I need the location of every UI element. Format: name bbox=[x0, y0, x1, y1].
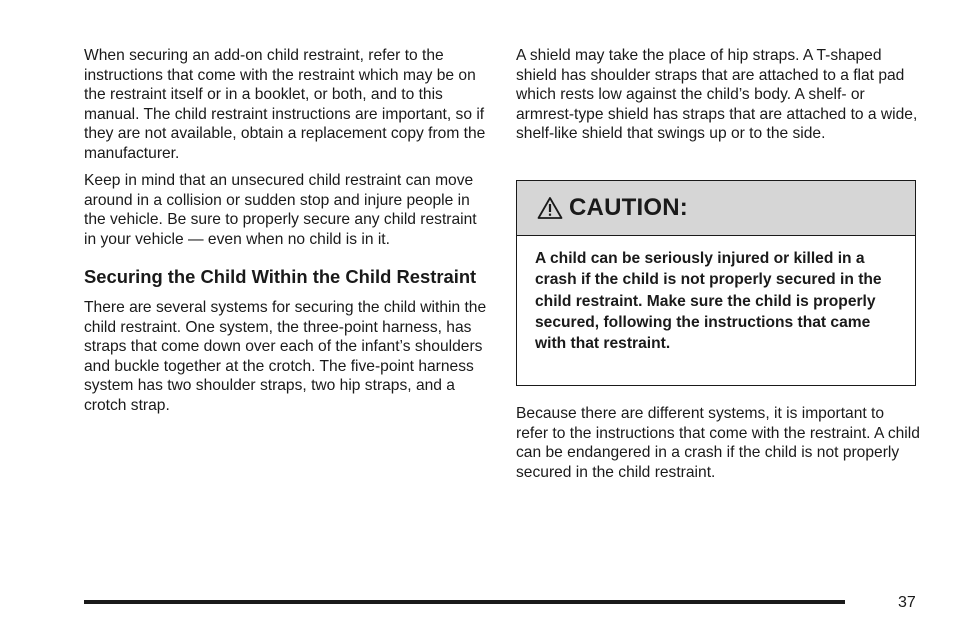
caution-body: A child can be seriously injured or killed in a crash if the child is not properly secured in the child restraint. Make sure the child is properly secured, following the instructions that came with that restraint. bbox=[535, 250, 882, 353]
right-column-lower bbox=[516, 404, 920, 482]
paragraph-shield: A shield may take the place of hip straps. A T-shaped shield has shoulder straps that are attached to a flat pad which rests low against the child’s body. A shelf- or armrest-type shield has straps that are attached to a wide, shelf-like shield that swings up or to the side. bbox=[516, 47, 918, 142]
left-column bbox=[84, 46, 492, 415]
footer-divider bbox=[84, 600, 845, 604]
caution-box bbox=[516, 180, 916, 386]
paragraph-unsecured-restraint: Keep in mind that an unsecured child restraint can move around in a collision or sudden stop and injure people in the vehicle. Be sure to properly secure any child restraint in your vehicle — even when no child is in it. bbox=[84, 172, 477, 248]
paragraph-harness-systems: There are several systems for securing the child within the child restraint. One system, the three-point harness, has straps that come down over each of the infant’s shoulders and buckle together at the crotch. The five-point harness system has two shoulder straps, two hip straps, and a crotch strap. bbox=[84, 299, 487, 414]
right-column bbox=[516, 46, 920, 144]
paragraph-different-systems: Because there are different systems, it is important to refer to the instructions that come with the restraint. A child can be endangered in a crash if the child is not properly secured in the child restraint. bbox=[516, 405, 920, 481]
page-number: 37 bbox=[898, 594, 916, 611]
section-heading: Securing the Child Within the Child Restraint bbox=[84, 266, 477, 287]
warning-triangle-icon bbox=[537, 196, 563, 220]
caution-header bbox=[517, 181, 915, 236]
caution-title: CAUTION: bbox=[569, 194, 688, 221]
paragraph-add-on-restraint: When securing an add-on child restraint, refer to the instructions that come with the restraint which may be on the restraint itself or in a booklet, or both, and to this manual. The child restraint instructions are important, so if they are not available, obtain a replacement copy from the manufacturer. bbox=[84, 47, 486, 162]
